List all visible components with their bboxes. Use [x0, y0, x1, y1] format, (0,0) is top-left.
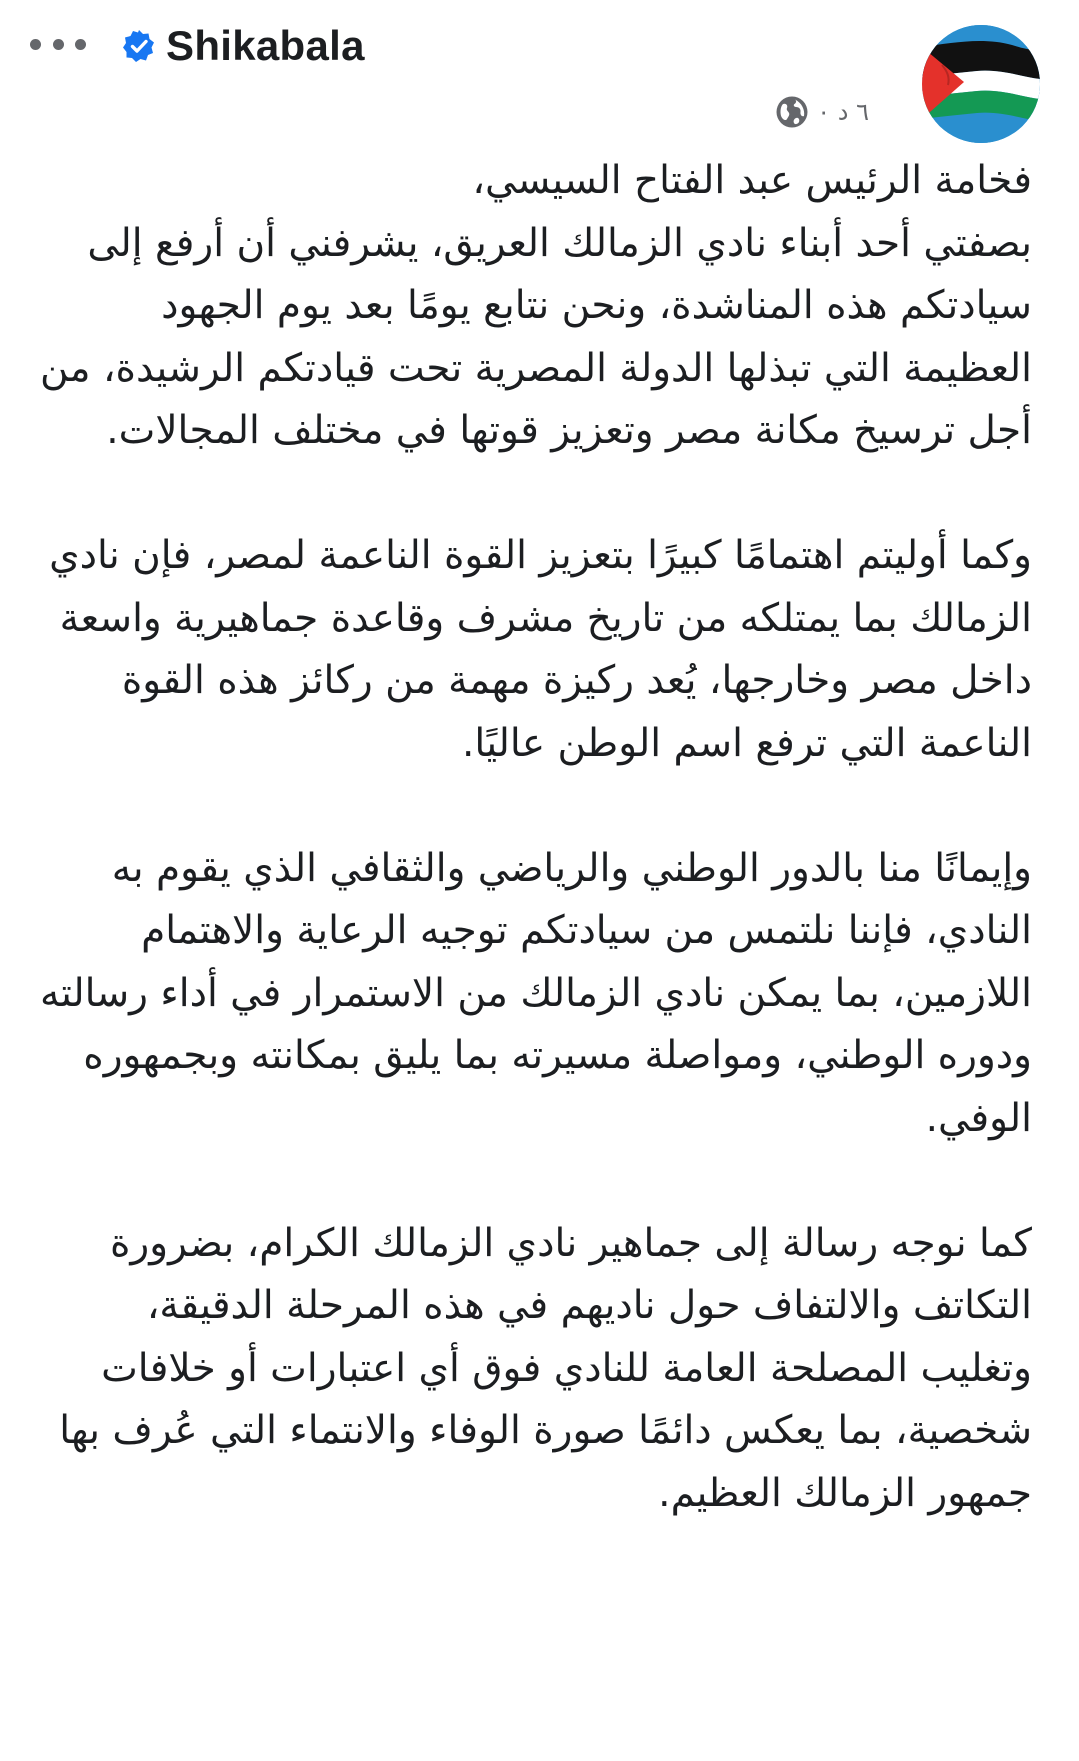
more-options-button[interactable] — [30, 30, 86, 58]
globe-icon[interactable] — [775, 95, 809, 129]
post-timestamp[interactable]: ٦ د ٠ — [817, 98, 869, 126]
more-dot — [75, 39, 86, 50]
post-header — [0, 0, 1079, 150]
author-avatar[interactable] — [922, 25, 1040, 143]
more-dot — [53, 39, 64, 50]
author-block — [122, 22, 365, 70]
post-paragraph: كما نوجه رسالة إلى جماهير نادي الزمالك الكرام، بضرورة التكاتف والالتفاف حول ناديهم في هذه المرحلة الدقيقة، وتغليب المصلحة العامة للنادي فوق أي اعتبارات أو خلافات شخصية، بما يعكس دائمًا صورة الوفاء والانتماء التي عُرف بها جمهور الزمالك العظيم. — [59, 1220, 1032, 1516]
post-paragraph: وكما أوليتم اهتمامًا كبيرًا بتعزيز القوة الناعمة لمصر، فإن نادي الزمالك بما يمتلكه من تاريخ مشرف وقاعدة جماهيرية واسعة داخل مصر وخارجها، يُعد ركيزة مهمة من ركائز هذه القوة الناعمة التي ترفع اسم الوطن عاليًا. — [49, 533, 1032, 766]
more-dots-icon — [30, 39, 41, 50]
verified-badge-icon — [122, 29, 156, 63]
post-paragraph: وإيمانًا منا بالدور الوطني والرياضي والثقافي الذي يقوم به النادي، فإننا نلتمس من سيادتكم توجيه الرعاية والاهتمام اللازمين، بما يمكن نادي الزمالك من الاستمرار في أداء رسالته ودوره الوطني، ومواصلة مسيرته بما يليق بمكانته وبجمهوره الوفي. — [40, 845, 1032, 1141]
author-name[interactable]: Shikabala — [166, 22, 365, 69]
post-paragraph: فخامة الرئيس عبد الفتاح السيسي، بصفتي أحد أبناء نادي الزمالك العريق، يشرفني أن أرفع إلى سيادتكم هذه المناشدة، ونحن نتابع يومًا بعد يوم الجهود العظيمة التي تبذلها الدولة المصرية تحت قيادتكم الرشيدة، من أجل ترسيخ مكانة مصر وتعزيز قوتها في مختلف المجالات. — [39, 158, 1032, 453]
post-body — [30, 150, 1032, 1588]
post-meta — [775, 95, 869, 129]
palestine-flag-avatar — [922, 25, 1040, 143]
